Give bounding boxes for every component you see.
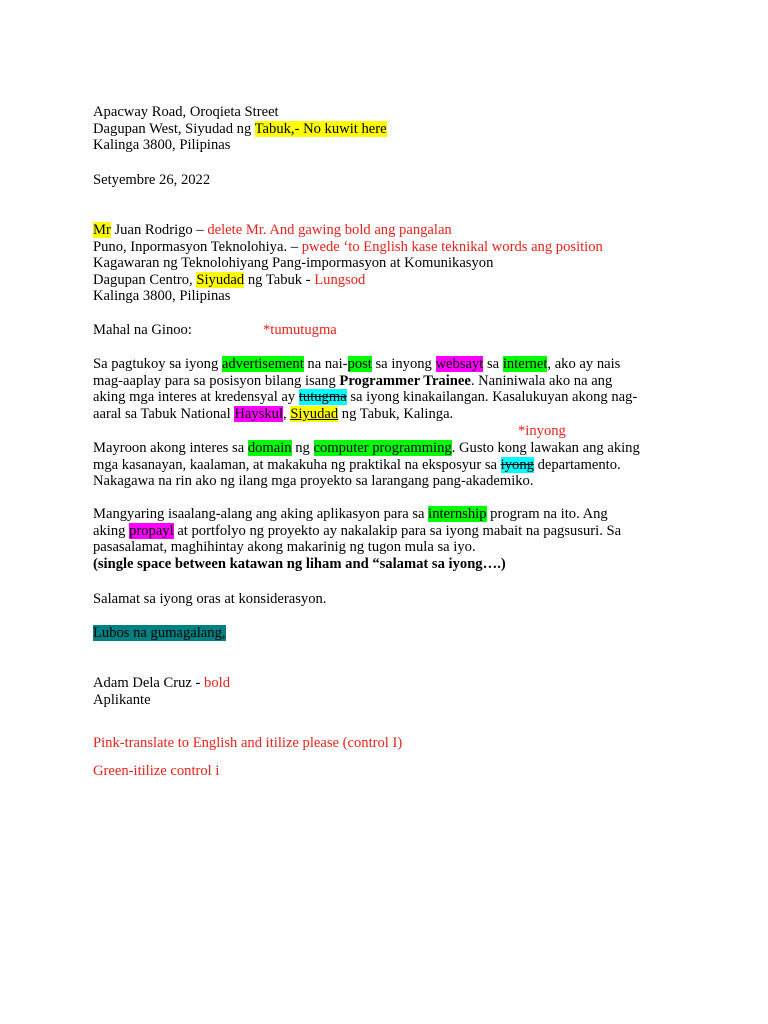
p1-line-2-c: . Naniniwala ako na ang bbox=[470, 372, 613, 389]
highlight-domain: domain bbox=[247, 440, 292, 456]
p3-text-1: Mangyaring isaalang-alang ang aking aplikasyon para sa bbox=[93, 506, 429, 522]
recipient-position-line bbox=[93, 239, 713, 256]
note-green: Green-itilize control i bbox=[93, 763, 220, 779]
highlight-internship: internship bbox=[428, 506, 487, 522]
position-bold: Programmer Trainee bbox=[339, 372, 471, 389]
sender-line-3: Kalinga 3800, Pilipinas bbox=[93, 137, 231, 154]
p1-line-1 bbox=[93, 356, 673, 373]
signature bbox=[93, 675, 713, 708]
thanks-text: Salamat sa iyong oras at konsiderasyon. bbox=[93, 591, 327, 607]
p1-line-4-b: , bbox=[283, 405, 291, 422]
paragraph-3 bbox=[93, 506, 673, 572]
sender-city: Dagupan West, Siyudad ng bbox=[93, 120, 255, 137]
annotation-name: delete Mr. And gawing bold ang pangalan bbox=[207, 222, 452, 238]
recipient-address-a: Dagupan Centro, bbox=[93, 271, 197, 288]
p2-line-2-b: departamento. bbox=[533, 456, 621, 473]
p2-text-1: Mayroon akong interes sa bbox=[93, 440, 248, 456]
p3-line-1 bbox=[93, 506, 673, 523]
p2-line-3: Nakagawa na rin ako ng ilang mga proyekto sa larangang pang-akademiko. bbox=[93, 473, 534, 490]
salutation-line bbox=[93, 322, 713, 339]
highlight-propayl: propayl bbox=[129, 522, 174, 539]
highlight-internet: internet bbox=[502, 356, 548, 372]
recipient-address-b: ng Tabuk - bbox=[244, 271, 315, 288]
recipient-department: Kagawaran ng Teknolohiyang Pang-impormasyon at Komunikasyon bbox=[93, 255, 494, 272]
sender-line-2 bbox=[93, 121, 713, 138]
p1-text-2: na nai- bbox=[303, 356, 348, 372]
p1-line-2 bbox=[93, 373, 673, 390]
p3-text-2: program na ito. Ang bbox=[486, 506, 608, 522]
p3-line-2 bbox=[93, 523, 673, 540]
sender-line-1: Apacway Road, Oroqieta Street bbox=[93, 104, 279, 120]
closing-line bbox=[93, 625, 713, 642]
strikethrough-iyong: iyong bbox=[500, 456, 534, 473]
annotation-inyong: *inyong bbox=[518, 423, 566, 439]
p1-line-3 bbox=[93, 389, 673, 406]
highlight-siyudad: Siyudad bbox=[196, 271, 245, 288]
recipient-address-line bbox=[93, 272, 713, 289]
annotation-bold: bold bbox=[204, 675, 230, 691]
p1-line-3-a: aking mga interes at kredensyal ay bbox=[93, 389, 299, 406]
recipient-title: Mr bbox=[93, 222, 111, 238]
p1-line-3-b: sa iyong kinakailangan. Kasalukuyan akong nag- bbox=[346, 389, 638, 406]
p1-text-5: , ako ay nais bbox=[547, 356, 621, 372]
closing-text: Lubos na gumagalang, bbox=[93, 625, 226, 641]
p2-line-1 bbox=[93, 440, 673, 457]
annotation-position: pwede ‘to English kase teknikal words ang position bbox=[301, 238, 603, 255]
recipient-name: Juan Rodrigo – bbox=[110, 222, 208, 238]
p1-line-2-a: mag-aaplay para sa posisyon bilang isang bbox=[93, 372, 340, 389]
p1-line-4 bbox=[93, 406, 673, 423]
recipient-position: Puno, Inpormasyon Teknolohiya. – bbox=[93, 238, 302, 255]
salutation-text: Mahal na Ginoo: bbox=[93, 322, 192, 338]
p1-text-3: sa inyong bbox=[371, 356, 436, 372]
p3-line-2-b: at portfolyo ng proyekto ay nakalakip para sa iyong mabait na pagsusuri. Sa bbox=[173, 522, 622, 539]
strikethrough-tutugma: tutugma bbox=[298, 389, 347, 406]
sender-address bbox=[93, 104, 713, 154]
closing bbox=[93, 625, 713, 642]
p3-line-3: pasasalamat, maghihintay akong makarinig ng tugon mula sa iyo. bbox=[93, 539, 476, 556]
recipient-address bbox=[93, 222, 713, 305]
highlight-websayt: websayt bbox=[435, 356, 484, 372]
p3-line-2-a: aking bbox=[93, 522, 130, 539]
p2-line-2 bbox=[93, 457, 673, 474]
signature-name-line bbox=[93, 675, 713, 692]
annotation-tumutugma: *tumutugma bbox=[263, 322, 337, 338]
p1-text-4: sa bbox=[483, 356, 503, 372]
p1-line-4-a: aaral sa Tabuk National bbox=[93, 405, 235, 422]
date-text: Setyembre 26, 2022 bbox=[93, 172, 211, 188]
p2-line-2-a: mga kasanayan, kaalaman, at makakuha ng praktikal na eksposyur sa bbox=[93, 456, 501, 473]
notes-2 bbox=[93, 763, 713, 780]
recipient-name-line bbox=[93, 222, 713, 239]
highlight-advertisement: advertisement bbox=[221, 356, 304, 372]
date bbox=[93, 172, 713, 189]
highlight-hayskul: Hayskul bbox=[234, 405, 284, 422]
p2-text-2: ng bbox=[291, 440, 314, 456]
highlight-siyudad-2: Siyudad bbox=[290, 405, 339, 422]
signature-name: Adam Dela Cruz - bbox=[93, 675, 205, 691]
highlight-tabuk-note: Tabuk,- No kuwit here bbox=[254, 120, 387, 137]
note-pink: Pink-translate to English and itilize please (control I) bbox=[93, 735, 403, 751]
highlight-post: post bbox=[347, 356, 372, 372]
p1-text-1: Sa pagtukoy sa iyong bbox=[93, 356, 222, 372]
p1-line-4-c: ng Tabuk, Kalinga. bbox=[338, 405, 454, 422]
signature-role: Aplikante bbox=[93, 691, 151, 708]
p3-line-4 bbox=[93, 556, 673, 573]
highlight-computer-programming: computer programming bbox=[313, 440, 452, 456]
spacing-instruction: (single space between katawan ng liham and “salamat sa iyong….) bbox=[93, 555, 506, 572]
recipient-address-2: Kalinga 3800, Pilipinas bbox=[93, 288, 231, 305]
annotation-lungsod: Lungsod bbox=[314, 271, 366, 288]
notes bbox=[93, 735, 713, 752]
thanks bbox=[93, 591, 713, 608]
salutation bbox=[93, 322, 713, 339]
paragraph-2 bbox=[93, 440, 673, 490]
paragraph-1 bbox=[93, 356, 673, 422]
p2-text-3: . Gusto kong lawakan ang aking bbox=[451, 440, 640, 456]
